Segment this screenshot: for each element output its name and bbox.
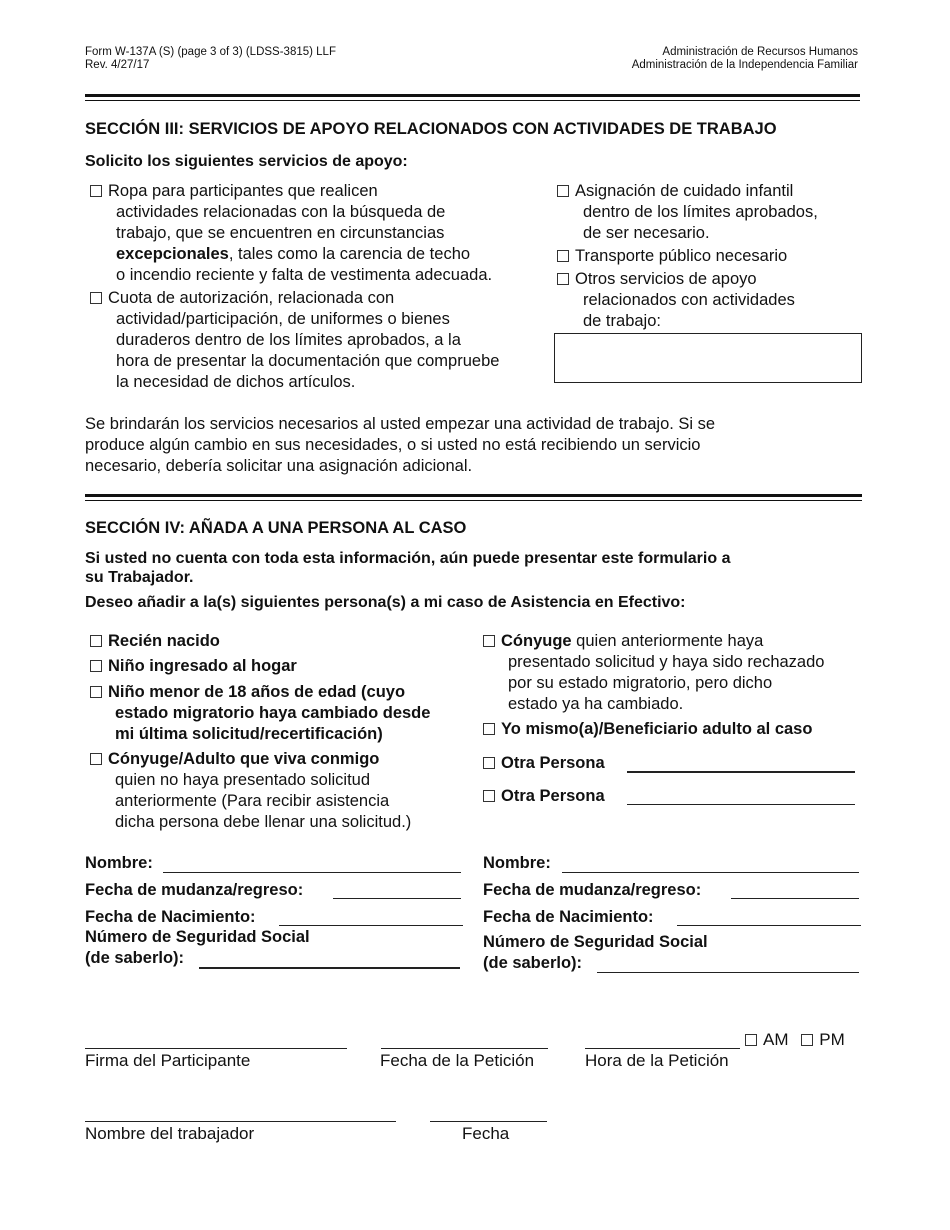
ssn-label-line: (de saberlo): <box>483 954 583 972</box>
spouse-adult-label: quien no haya presentado solicitud <box>115 771 371 789</box>
option-other-person-2 <box>483 786 605 807</box>
right-move-date-input[interactable] <box>731 898 859 899</box>
spouse-adult-label: dicha persona debe llenar una solicitud.) <box>115 813 412 831</box>
section4-request: Deseo añadir a la(s) siguientes persona(s) a mi caso de Asistencia en Efectivo: <box>85 594 686 611</box>
option-child-home <box>90 656 297 677</box>
minor-label: estado migratorio haya cambiado desde <box>115 704 431 722</box>
option-minor <box>90 682 430 745</box>
petition-time-input[interactable] <box>585 1048 740 1049</box>
note-line: necesario, debería solicitar una asignación adicional. <box>85 457 473 475</box>
agency-name-1: Administración de Recursos Humanos <box>662 46 858 58</box>
transport-label: Transporte público necesario <box>575 247 788 265</box>
left-name-label: Nombre: <box>85 854 153 872</box>
other-person-2-checkbox[interactable] <box>483 790 495 802</box>
minor-checkbox[interactable] <box>90 686 102 698</box>
info-line: Si usted no cuenta con toda esta información, aún puede presentar este formulario a <box>85 550 731 567</box>
spouse-checkbox[interactable] <box>483 635 495 647</box>
left-move-date-input[interactable] <box>333 898 461 899</box>
participant-signature-label: Firma del Participante <box>85 1051 251 1070</box>
note-line: produce algún cambio en sus necesidades, o si usted no está recibiendo un servicio <box>85 436 701 454</box>
right-dob-input[interactable] <box>677 925 861 926</box>
form-id: Form W-137A (S) (page 3 of 3) (LDSS-3815) LLF <box>85 46 336 58</box>
clothing-label: actividades relacionadas con la búsqueda de <box>116 203 446 221</box>
fee-label: Cuota de autorización, relacionada con <box>108 289 395 307</box>
option-childcare <box>557 181 818 244</box>
option-newborn <box>90 631 220 652</box>
right-move-date-label: Fecha de mudanza/regreso: <box>483 881 702 899</box>
right-ssn-input[interactable] <box>597 972 859 973</box>
left-dob-label: Fecha de Nacimiento: <box>85 908 256 926</box>
left-name-input[interactable] <box>163 872 461 873</box>
section3-request-label: Solicito los siguientes servicios de apoyo: <box>85 153 408 170</box>
child-home-checkbox[interactable] <box>90 660 102 672</box>
agency-header <box>632 46 858 72</box>
other-person-2-input[interactable] <box>627 804 855 805</box>
childcare-label: Asignación de cuidado infantil <box>575 182 794 200</box>
petition-time-label: Hora de la Petición <box>585 1051 729 1070</box>
right-dob-label: Fecha de Nacimiento: <box>483 908 654 926</box>
ssn-label-line: Número de Seguridad Social <box>483 933 708 951</box>
option-self <box>483 719 812 740</box>
clothing-label: , tales como la carencia de techo <box>228 245 471 263</box>
left-move-date-label: Fecha de mudanza/regreso: <box>85 881 304 899</box>
pm-checkbox[interactable] <box>801 1034 813 1046</box>
am-checkbox[interactable] <box>745 1034 757 1046</box>
other-person-2-label: Otra Persona <box>501 787 605 805</box>
petition-date-input[interactable] <box>381 1048 548 1049</box>
note-line: Se brindarán los servicios necesarios al usted empezar una actividad de trabajo. Si se <box>85 415 716 433</box>
spouse-label-bold: Cónyuge <box>501 632 572 650</box>
section3-title: SECCIÓN III: SERVICIOS DE APOYO RELACIONADOS CON ACTIVIDADES DE TRABAJO <box>85 120 777 138</box>
newborn-label: Recién nacido <box>108 632 220 650</box>
section4-info <box>85 549 730 587</box>
agency-name-2: Administración de la Independencia Familiar <box>631 59 858 71</box>
option-spouse-adult <box>90 749 411 833</box>
participant-signature-input[interactable] <box>85 1048 347 1049</box>
self-label: Yo mismo(a)/Beneficiario adulto al caso <box>501 720 813 738</box>
left-ssn-input[interactable] <box>199 967 460 969</box>
childcare-label: dentro de los límites aprobados, <box>583 203 818 221</box>
right-name-label: Nombre: <box>483 854 551 872</box>
worker-date-label: Fecha <box>462 1124 510 1143</box>
fee-checkbox[interactable] <box>90 292 102 304</box>
self-checkbox[interactable] <box>483 723 495 735</box>
divider <box>85 500 862 501</box>
section4-title: SECCIÓN IV: AÑADA A UNA PERSONA AL CASO <box>85 519 467 537</box>
child-home-label: Niño ingresado al hogar <box>108 657 297 675</box>
other-services-label: de trabajo: <box>583 312 661 330</box>
spouse-label: quien anteriormente haya <box>571 632 764 650</box>
spouse-label: estado ya ha cambiado. <box>508 695 684 713</box>
spouse-adult-checkbox[interactable] <box>90 753 102 765</box>
other-services-input[interactable] <box>554 333 862 383</box>
spouse-label: presentado solicitud y haya sido rechazado <box>508 653 825 671</box>
clothing-label: Ropa para participantes que realicen <box>108 182 378 200</box>
form-id-header <box>85 46 336 72</box>
left-ssn-label <box>85 927 310 969</box>
right-ssn-label <box>483 932 708 974</box>
worker-name-input[interactable] <box>85 1121 396 1122</box>
option-fee <box>90 288 499 393</box>
fee-label: la necesidad de dichos artículos. <box>116 373 356 391</box>
option-other-person-1 <box>483 753 605 774</box>
am-label: AM <box>763 1030 789 1049</box>
newborn-checkbox[interactable] <box>90 635 102 647</box>
worker-date-input[interactable] <box>430 1121 547 1122</box>
divider <box>85 100 860 101</box>
spouse-adult-label: Cónyuge/Adulto que viva conmigo <box>108 750 380 768</box>
option-spouse <box>483 631 824 715</box>
clothing-label-bold: excepcionales <box>116 245 229 263</box>
childcare-label: de ser necesario. <box>583 224 710 242</box>
other-person-1-input[interactable] <box>627 771 855 773</box>
divider <box>85 494 862 497</box>
other-person-1-checkbox[interactable] <box>483 757 495 769</box>
clothing-label: trabajo, que se encuentren en circunstancias <box>116 224 445 242</box>
right-name-input[interactable] <box>562 872 859 873</box>
option-transport <box>557 246 787 267</box>
divider <box>85 94 860 97</box>
spouse-label: por su estado migratorio, pero dicho <box>508 674 773 692</box>
minor-label: Niño menor de 18 años de edad (cuyo <box>108 683 406 701</box>
option-other-services <box>557 269 795 332</box>
other-services-label: relacionados con actividades <box>583 291 795 309</box>
petition-date-label: Fecha de la Petición <box>380 1051 535 1070</box>
fee-label: actividad/participación, de uniformes o bienes <box>116 310 450 328</box>
pm-label: PM <box>819 1030 845 1049</box>
other-services-checkbox[interactable] <box>557 273 569 285</box>
childcare-checkbox[interactable] <box>557 185 569 197</box>
am-pm-options <box>745 1030 845 1050</box>
spouse-adult-label: anteriormente (Para recibir asistencia <box>115 792 390 810</box>
section3-note <box>85 414 715 477</box>
fee-label: hora de presentar la documentación que compruebe <box>116 352 500 370</box>
form-revision: Rev. 4/27/17 <box>85 59 150 71</box>
other-services-label: Otros servicios de apoyo <box>575 270 757 288</box>
ssn-label-line: (de saberlo): <box>85 949 185 967</box>
clothing-checkbox[interactable] <box>90 185 102 197</box>
info-line: su Trabajador. <box>85 569 194 586</box>
transport-checkbox[interactable] <box>557 250 569 262</box>
clothing-label: o incendio reciente y falta de vestimenta adecuada. <box>116 266 493 284</box>
option-clothing <box>90 181 492 286</box>
left-dob-input[interactable] <box>279 925 463 926</box>
other-person-1-label: Otra Persona <box>501 754 605 772</box>
ssn-label-line: Número de Seguridad Social <box>85 928 310 946</box>
fee-label: duraderos dentro de los límites aprobados, a la <box>116 331 461 349</box>
worker-name-label: Nombre del trabajador <box>85 1124 255 1143</box>
clothing-label <box>90 244 492 265</box>
minor-label: mi última solicitud/recertificación) <box>115 725 383 743</box>
